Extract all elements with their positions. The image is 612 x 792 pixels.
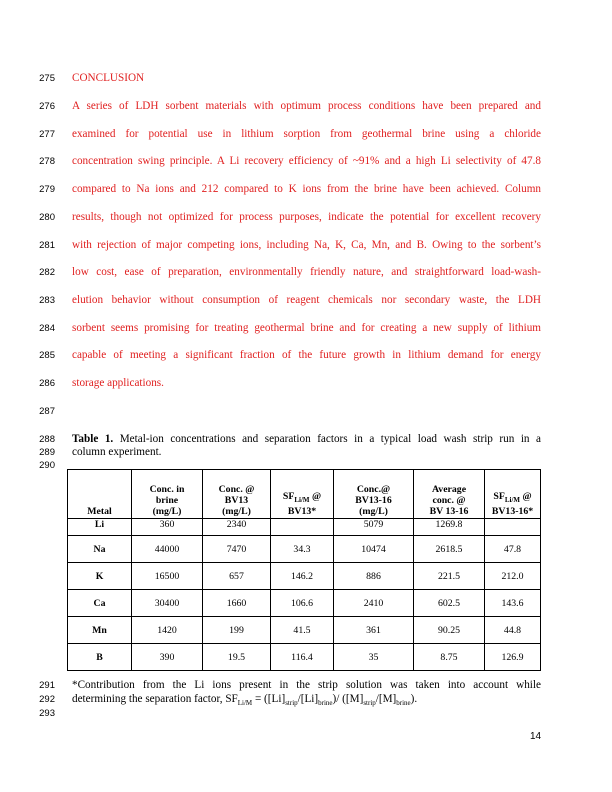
table-row — [68, 590, 541, 617]
header-conc-brine: Conc. in brine (mg/L) — [132, 470, 203, 519]
table-row — [68, 617, 541, 644]
cell: 886 — [334, 563, 414, 590]
cell: 44000 — [132, 536, 203, 563]
header-sf-bv13: $SF_{Li/M}$ @ BV13* — [271, 470, 334, 519]
cell: 143.6 — [485, 590, 541, 617]
line-number: 278 — [39, 156, 55, 167]
line-number: 292 — [39, 694, 55, 705]
cell: 90.25 — [414, 617, 485, 644]
line-number: 287 — [39, 406, 55, 417]
cell: 34.3 — [271, 536, 334, 563]
cell-metal: Mn — [68, 617, 132, 644]
line-number: 279 — [39, 184, 55, 195]
line-number: 277 — [39, 129, 55, 140]
body-line: low cost, ease of preparation, environmentally friendly nature, and straightforward load-wash- — [72, 266, 541, 278]
line-number: 282 — [39, 267, 55, 278]
line-number: 286 — [39, 378, 55, 389]
body-line: storage applications. — [72, 377, 164, 389]
cell: 657 — [203, 563, 271, 590]
cell: 16500 — [132, 563, 203, 590]
body-line: A series of LDH sorbent materials with optimum process conditions have been prepared and — [72, 100, 541, 112]
page-number: 14 — [530, 731, 542, 742]
line-number: 275 — [39, 73, 55, 84]
cell: 41.5 — [271, 617, 334, 644]
table-footnote: *Contribution from the Li ions present in the strip solution was taken into account while — [72, 679, 541, 691]
cell-metal: Li — [68, 519, 132, 536]
cell — [485, 519, 541, 536]
cell: 8.75 — [414, 644, 485, 671]
cell-metal: Na — [68, 536, 132, 563]
cell-metal: K — [68, 563, 132, 590]
cell — [271, 519, 334, 536]
line-number: 293 — [39, 708, 55, 719]
caption-label: Table 1. — [72, 433, 114, 445]
line-number: 291 — [39, 680, 55, 691]
table-header-row — [68, 470, 541, 519]
line-number: 289 — [39, 447, 55, 458]
cell: 602.5 — [414, 590, 485, 617]
cell: 2410 — [334, 590, 414, 617]
header-average-conc: Average conc. @ BV 13-16 — [414, 470, 485, 519]
line-number: 283 — [39, 295, 55, 306]
line-number: 281 — [39, 240, 55, 251]
header-metal: Metal — [68, 470, 132, 519]
cell: 212.0 — [485, 563, 541, 590]
cell: 47.8 — [485, 536, 541, 563]
table-row — [68, 563, 541, 590]
table-caption-cont: column experiment. — [72, 446, 162, 458]
table-footnote-formula: determining the separation factor, $SF_{Li/M} = ([Li]_{strip}/[Li]_{brine})/$ $([M]_{strip}/[M]_{brine})$. — [72, 693, 418, 708]
cell: 361 — [334, 617, 414, 644]
cell: 1660 — [203, 590, 271, 617]
header-conc-bv13: Conc. @ BV13 (mg/L) — [203, 470, 271, 519]
table-row — [68, 644, 541, 671]
table-row — [68, 536, 541, 563]
cell: 221.5 — [414, 563, 485, 590]
cell: 2618.5 — [414, 536, 485, 563]
cell: 1420 — [132, 617, 203, 644]
body-line: sorbent seems promising for treating geothermal brine and for creating a new supply of lithium — [72, 322, 541, 334]
cell: 106.6 — [271, 590, 334, 617]
cell: 7470 — [203, 536, 271, 563]
line-number: 284 — [39, 323, 55, 334]
line-number: 285 — [39, 350, 55, 361]
cell: 10474 — [334, 536, 414, 563]
cell: 199 — [203, 617, 271, 644]
body-line: examined for potential use in lithium sorption from geothermal brine using a chloride — [72, 128, 541, 140]
cell: 2340 — [203, 519, 271, 536]
body-line: capable of meeting a significant fraction of the future growth in lithium demand for energy — [72, 349, 541, 361]
cell: 30400 — [132, 590, 203, 617]
line-number: 280 — [39, 212, 55, 223]
cell: 44.8 — [485, 617, 541, 644]
header-sf-bv13-16: $SF_{Li/M}$ @ BV13-16* — [485, 470, 541, 519]
line-number: 288 — [39, 434, 55, 445]
body-line: results, though not optimized for process purposes, indicate the potential for excellent recovery — [72, 211, 541, 223]
header-conc-bv13-16: Conc.@ BV13-16 (mg/L) — [334, 470, 414, 519]
cell: 360 — [132, 519, 203, 536]
body-line: concentration swing principle. A Li recovery efficiency of ~91% and a high Li selectivity of 47.8 — [72, 155, 541, 167]
body-line: compared to Na ions and 212 compared to K ions from the brine have been achieved. Column — [72, 183, 541, 195]
cell: 1269.8 — [414, 519, 485, 536]
data-table — [67, 469, 541, 671]
body-line: elution behavior without consumption of reagent chemicals nor secondary waste, the LDH — [72, 294, 541, 306]
table-row — [68, 519, 541, 536]
cell-metal: B — [68, 644, 132, 671]
cell: 19.5 — [203, 644, 271, 671]
cell: 126.9 — [485, 644, 541, 671]
table-caption — [72, 433, 541, 446]
cell: 35 — [334, 644, 414, 671]
cell: 5079 — [334, 519, 414, 536]
line-number: 276 — [39, 101, 55, 112]
cell: 146.2 — [271, 563, 334, 590]
caption-text: Metal-ion concentrations and separation factors in a typical load wash strip run in a — [113, 433, 541, 445]
section-heading: CONCLUSION — [72, 72, 145, 84]
cell-metal: Ca — [68, 590, 132, 617]
body-line: with rejection of major competing ions, including Na, K, Ca, Mn, and B. Owing to the sorbent’s — [72, 239, 541, 251]
cell: 390 — [132, 644, 203, 671]
cell: 116.4 — [271, 644, 334, 671]
line-number: 290 — [39, 460, 55, 471]
